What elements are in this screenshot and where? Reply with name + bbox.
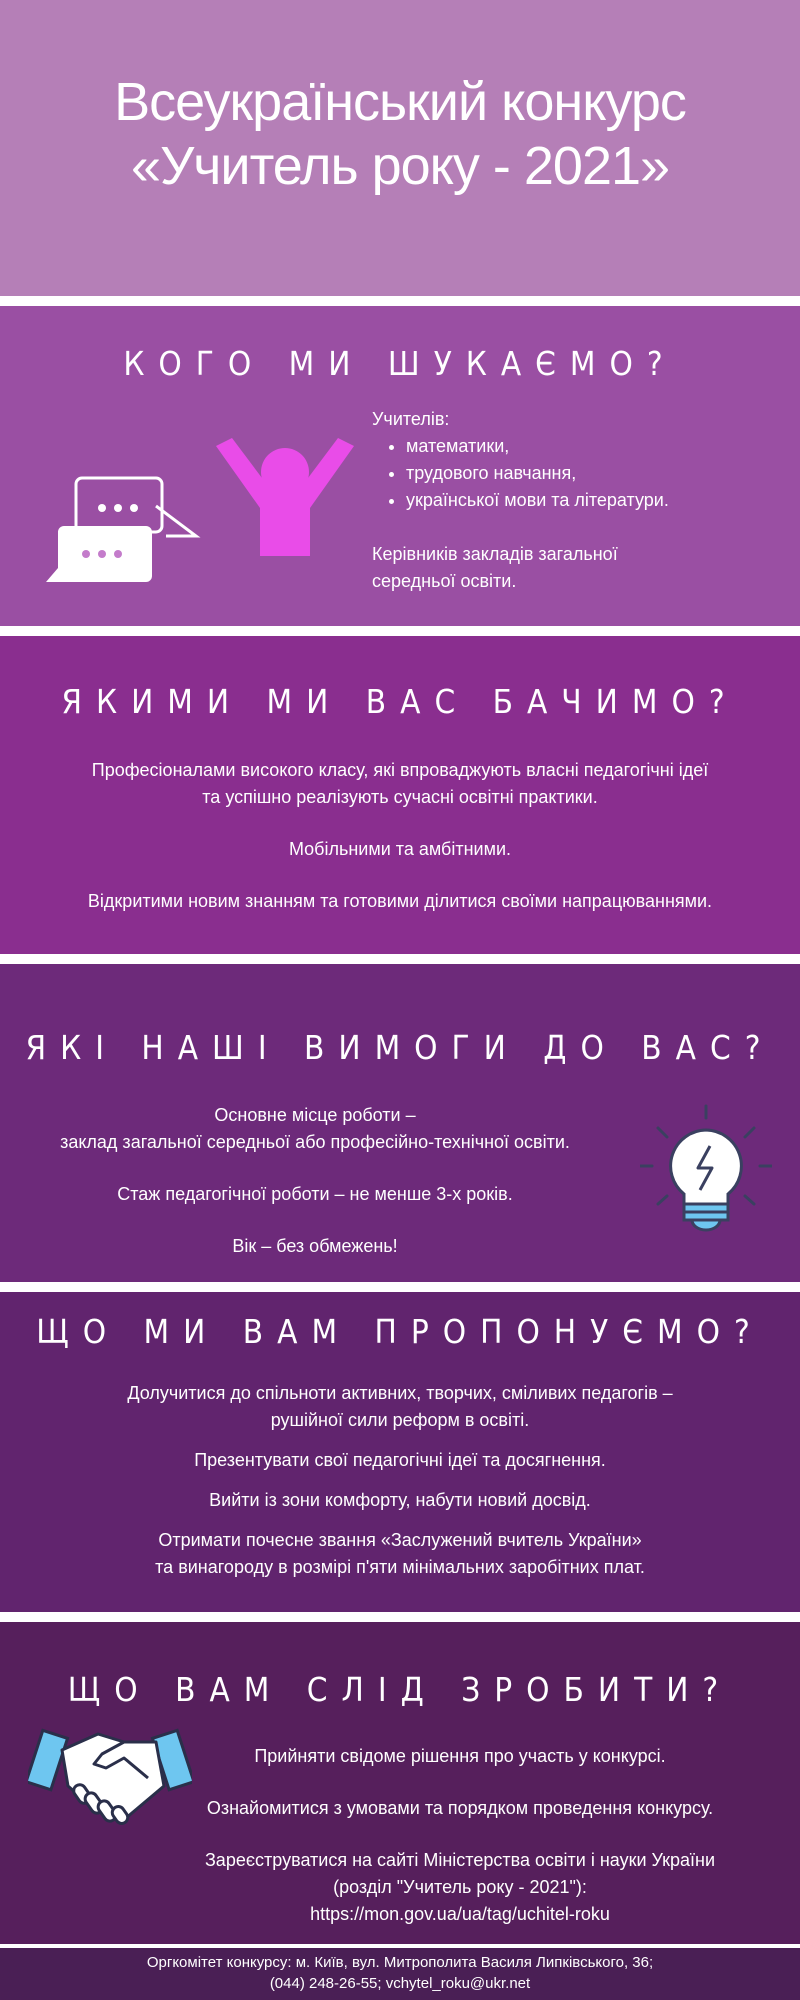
section-who-we-seek [0,306,800,626]
section-heading-who: КОГО МИ ШУКАЄМО? [123,344,677,383]
who-heads-line-1: Керівників закладів загальної [372,544,618,564]
req-p1-line-2: заклад загальної середньої або професійно-технічної освіти. [60,1132,570,1152]
section-what-to-do [0,1622,800,1944]
req-p3: Вік – без обмежень! [232,1236,398,1256]
registration-link[interactable]: https://mon.gov.ua/ua/tag/uchitel-roku [310,1904,610,1924]
list-item: • української мови та літератури. [406,487,782,514]
section-heading-todo: ЩО ВАМ СЛІД ЗРОБИТИ? [67,1670,733,1709]
see-p1-line-2: та успішно реалізують сучасні освітні практики. [202,787,598,807]
list-item: • трудового навчання, [406,460,782,487]
section-requirements [0,964,800,1282]
offer-p3: Вийти із зони комфорту, набути новий досвід. [209,1490,591,1510]
req-text-block [20,1102,610,1260]
todo-text-block [160,1743,760,1928]
chat-bubbles-icon [44,466,204,588]
offer-p1-line-2: рушійної сили реформ в освіті. [270,1410,530,1430]
see-p1-line-1: Професіоналами високого класу, які впроваджують власні педагогічні ідеї [91,760,709,780]
req-p2: Стаж педагогічної роботи – не менше 3-х років. [117,1184,513,1204]
offer-text-block [0,1380,800,1581]
footer-contacts [0,1952,800,1994]
page-title-line-2: «Учитель року - 2021» [130,136,670,196]
section-heading-requirements: ЯКІ НАШІ ВИМОГИ ДО ВАС? [25,1028,775,1067]
see-text-block [0,757,800,915]
subjects-list [372,433,782,514]
todo-p3-line-1: Зареєструватися на сайті Міністерства освіти і науки України [204,1850,716,1870]
offer-p4-line-2: та винагороду в розмірі п'яти мінімальних заробітних плат. [155,1557,645,1577]
req-p1-line-1: Основне місце роботи – [214,1105,416,1125]
offer-p4-line-1: Отримати почесне звання «Заслужений вчитель України» [158,1530,642,1550]
footer-phone-email[interactable]: (044) 248-26-55; vchytel_roku@ukr.net [269,1975,531,1992]
see-p2: Мобільними та амбітними. [288,839,512,859]
light-bulb-icon [640,1104,772,1234]
see-p3: Відкритими новим знанням та готовими ділитися своїми напрацюваннями. [87,891,713,911]
who-text-block [372,406,782,595]
who-intro: Учителів: [372,409,450,429]
offer-p1-line-1: Долучитися до спільноти активних, творчих, сміливих педагогів – [127,1383,673,1403]
todo-p1: Прийняти свідоме рішення про участь у конкурсі. [254,1746,666,1766]
footer [0,1948,800,2000]
section-heading-see: ЯКИМИ МИ ВАС БАЧИМО? [61,682,739,721]
title-banner [0,0,800,296]
who-heads-line-2: середньої освіти. [372,571,517,591]
page-title-line-1: Всеукраїнський конкурс [114,72,686,132]
section-heading-offer: ЩО МИ ВАМ ПРОПОНУЄМО? [36,1312,764,1351]
section-what-we-offer [0,1292,800,1612]
section-how-we-see-you [0,636,800,954]
footer-address: Оргкомітет конкурсу: м. Київ, вул. Митрополита Василя Липківського, 36; [146,1954,654,1971]
todo-p2: Ознайомитися з умовами та порядком проведення конкурсу. [206,1798,714,1818]
list-item: • математики, [406,433,782,460]
person-raised-arms-icon [210,438,360,562]
offer-p2: Презентувати свої педагогічні ідеї та досягнення. [194,1450,606,1470]
page-title [0,70,800,198]
todo-p3-line-2: (розділ "Учитель року - 2021"): [333,1877,587,1897]
